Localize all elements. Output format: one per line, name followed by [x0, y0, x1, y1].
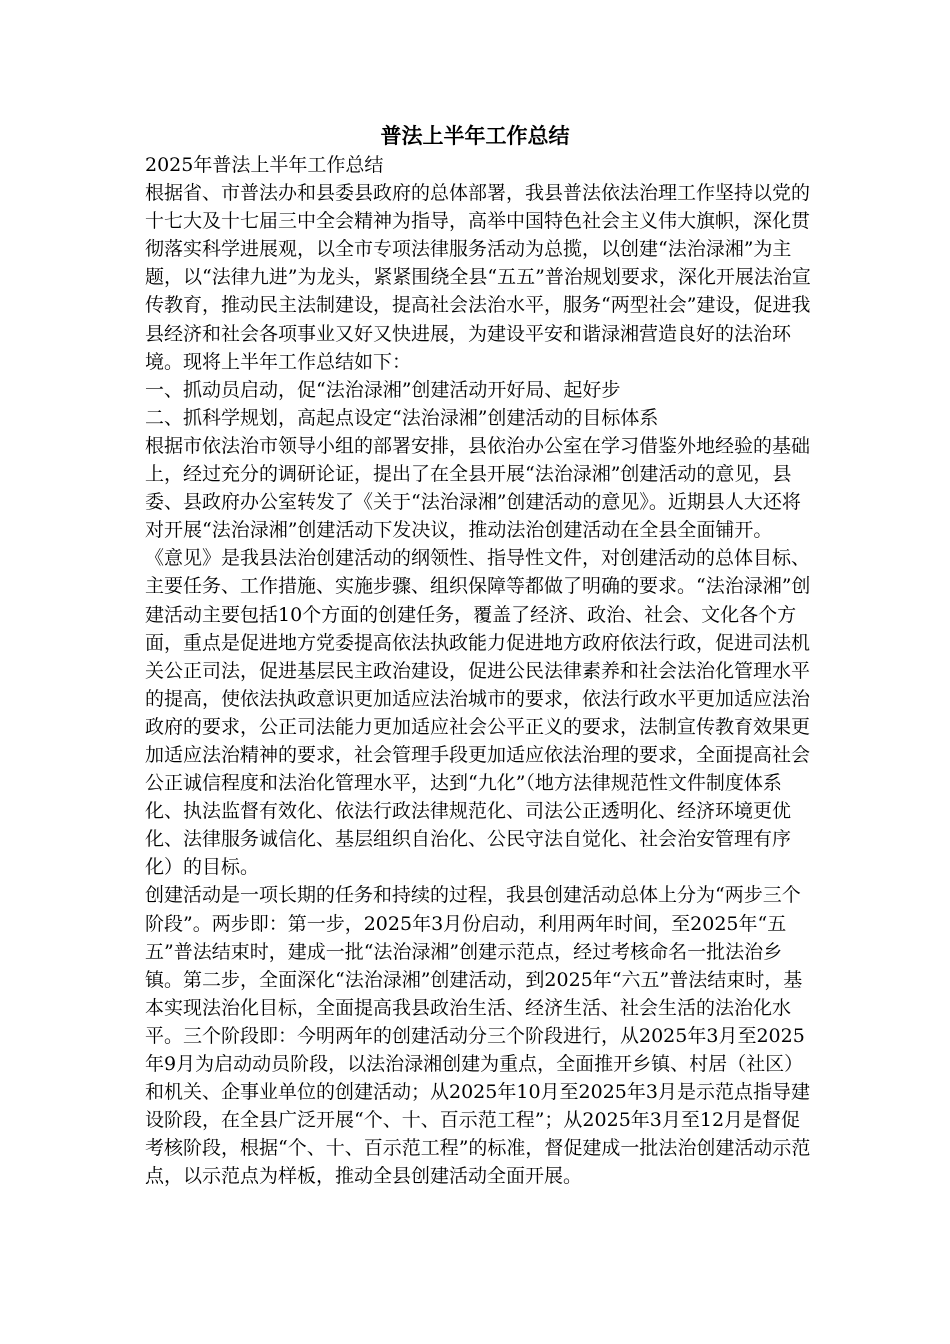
paragraph-planning: 根据市依法治市领导小组的部署安排，县依治办公室在学习借鉴外地经验的基础上，经过充分的调研论证，提出了在全县开展“法治渌湘”创建活动的意见，县委、县政府办公室转发了《关于“法治渌湘”创建活动的意见》。近期县人大还将对开展“法治渌湘”创建活动下发决议，推动法治创建活动在全县全面铺开。	[145, 434, 811, 542]
document-subtitle: 2025年普法上半年工作总结	[145, 154, 384, 176]
section-heading-2: 二、抓科学规划，高起点设定“法治渌湘”创建活动的目标体系	[145, 406, 659, 429]
paragraph-opinion: 《意见》是我县法治创建活动的纲领性、指导性文件，对创建活动的总体目标、主要任务、工作措施、实施步骤、组织保障等都做了明确的要求。“法治渌湘”创建活动主要包括10个方面的创建任务，覆盖了经济、政治、社会、文化各个方面，重点是促进地方党委提高依法执政能力促进地方政府依法行政，促进司法机关公正司法，促进基层民主政治建设，促进公民法律素养和社会法治化管理水平的提高，使依法执政意识更加适应法治城市的要求，依法行政水平更加适应法治政府的要求，公正司法能力更加适应社会公平正义的要求，法制宣传教育效果更加适应法治精神的要求，社会管理手段更加适应依法治理的要求，全面提高社会公正诚信程度和法治化管理水平，达到“九化”（地方法律规范性文件制度体系化、执法监督有效化、依法行政法律规范化、司法公正透明化、经济环境更优化、法律服务诚信化、基层组织自治化、公民守法自觉化、社会治安管理有序化）的目标。	[145, 547, 811, 879]
document-body	[145, 151, 815, 1190]
document-title: 普法上半年工作总结	[380, 124, 570, 148]
paragraph-intro: 根据省、市普法办和县委县政府的总体部署，我县普法依法治理工作坚持以党的十七大及十七届三中全会精神为指导，高举中国特色社会主义伟大旗帜，深化贯彻落实科学进展观，以全市专项法律服务活动为总揽，以创建“法治渌湘”为主题，以“法律九进”为龙头，紧紧围绕全县“五五”普治规划要求，深化开展法治宣传教育，推动民主法制建设，提高社会法治水平，服务“两型社会”建设，促进我县经济和社会各项事业又好又快进展，为建设平安和谐渌湘营造良好的法治环境。现将上半年工作总结如下：	[145, 182, 811, 373]
section-heading-1: 一、抓动员启动，促“法治渌湘”创建活动开好局、起好步	[145, 378, 621, 401]
paragraph-stages: 创建活动是一项长期的任务和持续的过程，我县创建活动总体上分为“两步三个阶段”。两步即：第一步，2025年3月份启动，利用两年时间，至2025年“五五”普法结束时，建成一批“法治渌湘”创建示范点，经过考核命名一批法治乡镇。第二步，全面深化“法治渌湘”创建活动，到2025年“六五”普法结束时，基本实现法治化目标，全面提高我县政治生活、经济生活、社会生活的法治化水平。三个阶段即：今明两年的创建活动分三个阶段进行，从2025年3月至2025年9月为启动动员阶段，以法治渌湘创建为重点，全面推开乡镇、村居（社区）和机关、企事业单位的创建活动；从2025年10月至2025年3月是示范点指导建设阶段，在全县广泛开展“个、十、百示范工程”；从2025年3月至12月是督促考核阶段，根据“个、十、百示范工程”的标准，督促建成一批法治创建活动示范点，以示范点为样板，推动全县创建活动全面开展。	[145, 884, 811, 1188]
